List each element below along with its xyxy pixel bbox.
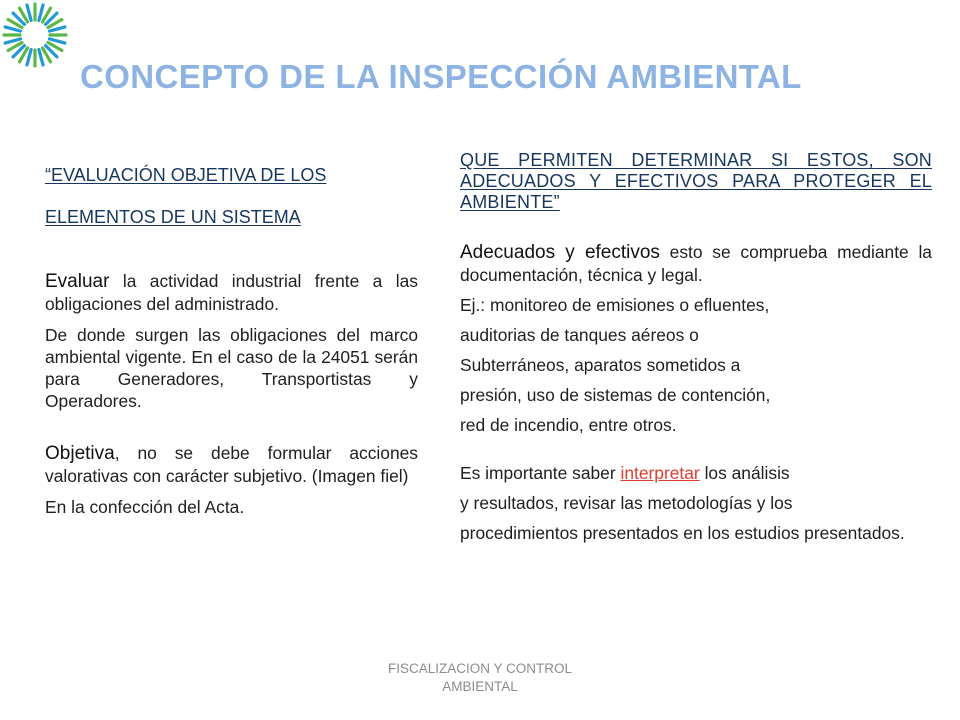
objetiva-term: Objetiva — [45, 443, 115, 464]
slide-title: CONCEPTO DE LA INSPECCIÓN AMBIENTAL — [80, 58, 802, 95]
evaluar-paragraph — [45, 270, 418, 315]
results-line: y resultados, revisar las metodologías y los — [460, 493, 793, 513]
right-heading: QUE PERMITEN DETERMINAR SI ESTOS, SON ADECUADOS Y EFECTIVOS PARA PROTEGER EL AMBIENTE” — [460, 150, 932, 212]
objetiva-paragraph — [45, 442, 418, 487]
left-heading-line-2: ELEMENTOS DE UN SISTEMA — [45, 207, 301, 227]
adecuados-term: Adecuados y efectivos — [460, 242, 660, 263]
left-column — [45, 150, 418, 518]
right-column — [460, 150, 932, 544]
interpretar-highlight: interpretar — [620, 463, 700, 483]
evaluar-text: la actividad industrial frente a las obligaciones del administrado. — [45, 271, 418, 314]
objetiva-text: , no se debe formular acciones valorativas con carácter subjetivo. (Imagen fiel) — [45, 443, 418, 486]
footer-line-1: FISCALIZACION Y CONTROL — [387, 661, 573, 676]
example-line-1: Ej.: monitoreo de emisiones o efluentes, — [460, 295, 770, 315]
example-line-5: red de incendio, entre otros. — [460, 415, 677, 435]
example-line-4: presión, uso de sistemas de contención, — [460, 385, 771, 405]
important-after: los análisis — [699, 463, 790, 483]
evaluar-term: Evaluar — [45, 271, 110, 292]
adecuados-paragraph — [460, 241, 932, 286]
left-heading-line-1: “EVALUACIÓN OBJETIVA DE LOS — [45, 165, 327, 185]
sunburst-logo-icon — [2, 2, 68, 68]
important-line — [460, 462, 932, 484]
footer-line-2: AMBIENTAL — [442, 679, 518, 694]
acta-paragraph: En la confección del Acta. — [45, 497, 245, 517]
procedures-line: procedimientos presentados en los estudios presentados. — [460, 523, 905, 543]
example-line-3: Subterráneos, aparatos sometidos a — [460, 355, 741, 375]
footer — [330, 660, 630, 696]
obligaciones-paragraph: De donde surgen las obligaciones del marco ambiental vigente. En el caso de la 24051 serán para Generadores, Transportistas y Operadores. — [45, 325, 418, 411]
example-line-2: auditorias de tanques aéreos o — [460, 325, 699, 345]
adecuados-text: esto se comprueba mediante la documentación, técnica y legal. — [460, 242, 932, 285]
important-before: Es importante saber — [460, 463, 621, 483]
